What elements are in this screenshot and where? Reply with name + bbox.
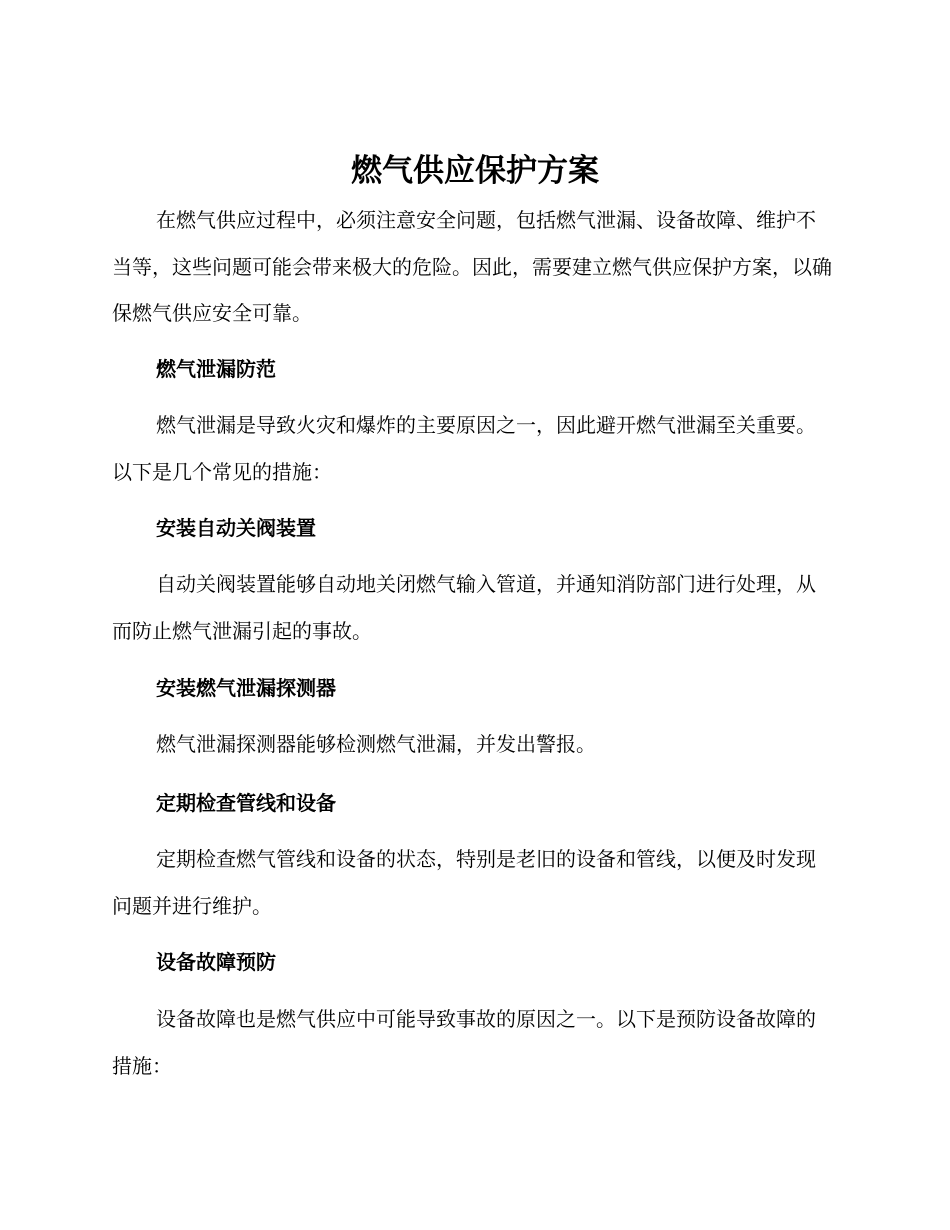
section-heading-auto-shutoff-valve: 安装自动关阀装置 — [156, 516, 316, 540]
section-body-regular-inspection: 定期检查燃气管线和设备的状态，特别是老旧的设备和管线，以便及时发现问题并进行维护。 — [112, 847, 816, 918]
section-heading-gas-leak-prevention: 燃气泄漏防范 — [156, 357, 276, 381]
intro-paragraph: 在燃气供应过程中，必须注意安全问题，包括燃气泄漏、设备故障、维护不当等，这些问题可能会带来极大的危险。因此，需要建立燃气供应保护方案，以确保燃气供应安全可靠。 — [112, 208, 832, 325]
section-body-equipment-failure-prevention: 设备故障也是燃气供应中可能导致事故的原因之一。以下是预防设备故障的措施： — [112, 1007, 816, 1078]
section-heading-equipment-failure-prevention: 设备故障预防 — [156, 950, 276, 974]
section-body-auto-shutoff-valve: 自动关阀装置能够自动地关闭燃气输入管道，并通知消防部门进行处理，从而防止燃气泄漏引起的事故。 — [112, 572, 816, 643]
document-title: 燃气供应保护方案 — [351, 153, 599, 189]
section-heading-leak-detector: 安装燃气泄漏探测器 — [156, 676, 336, 700]
section-body-leak-detector: 燃气泄漏探测器能够检测燃气泄漏，并发出警报。 — [156, 732, 596, 756]
section-body-gas-leak-prevention: 燃气泄漏是导致火灾和爆炸的主要原因之一，因此避开燃气泄漏至关重要。以下是几个常见的措施： — [112, 413, 816, 484]
section-heading-regular-inspection: 定期检查管线和设备 — [156, 791, 336, 815]
